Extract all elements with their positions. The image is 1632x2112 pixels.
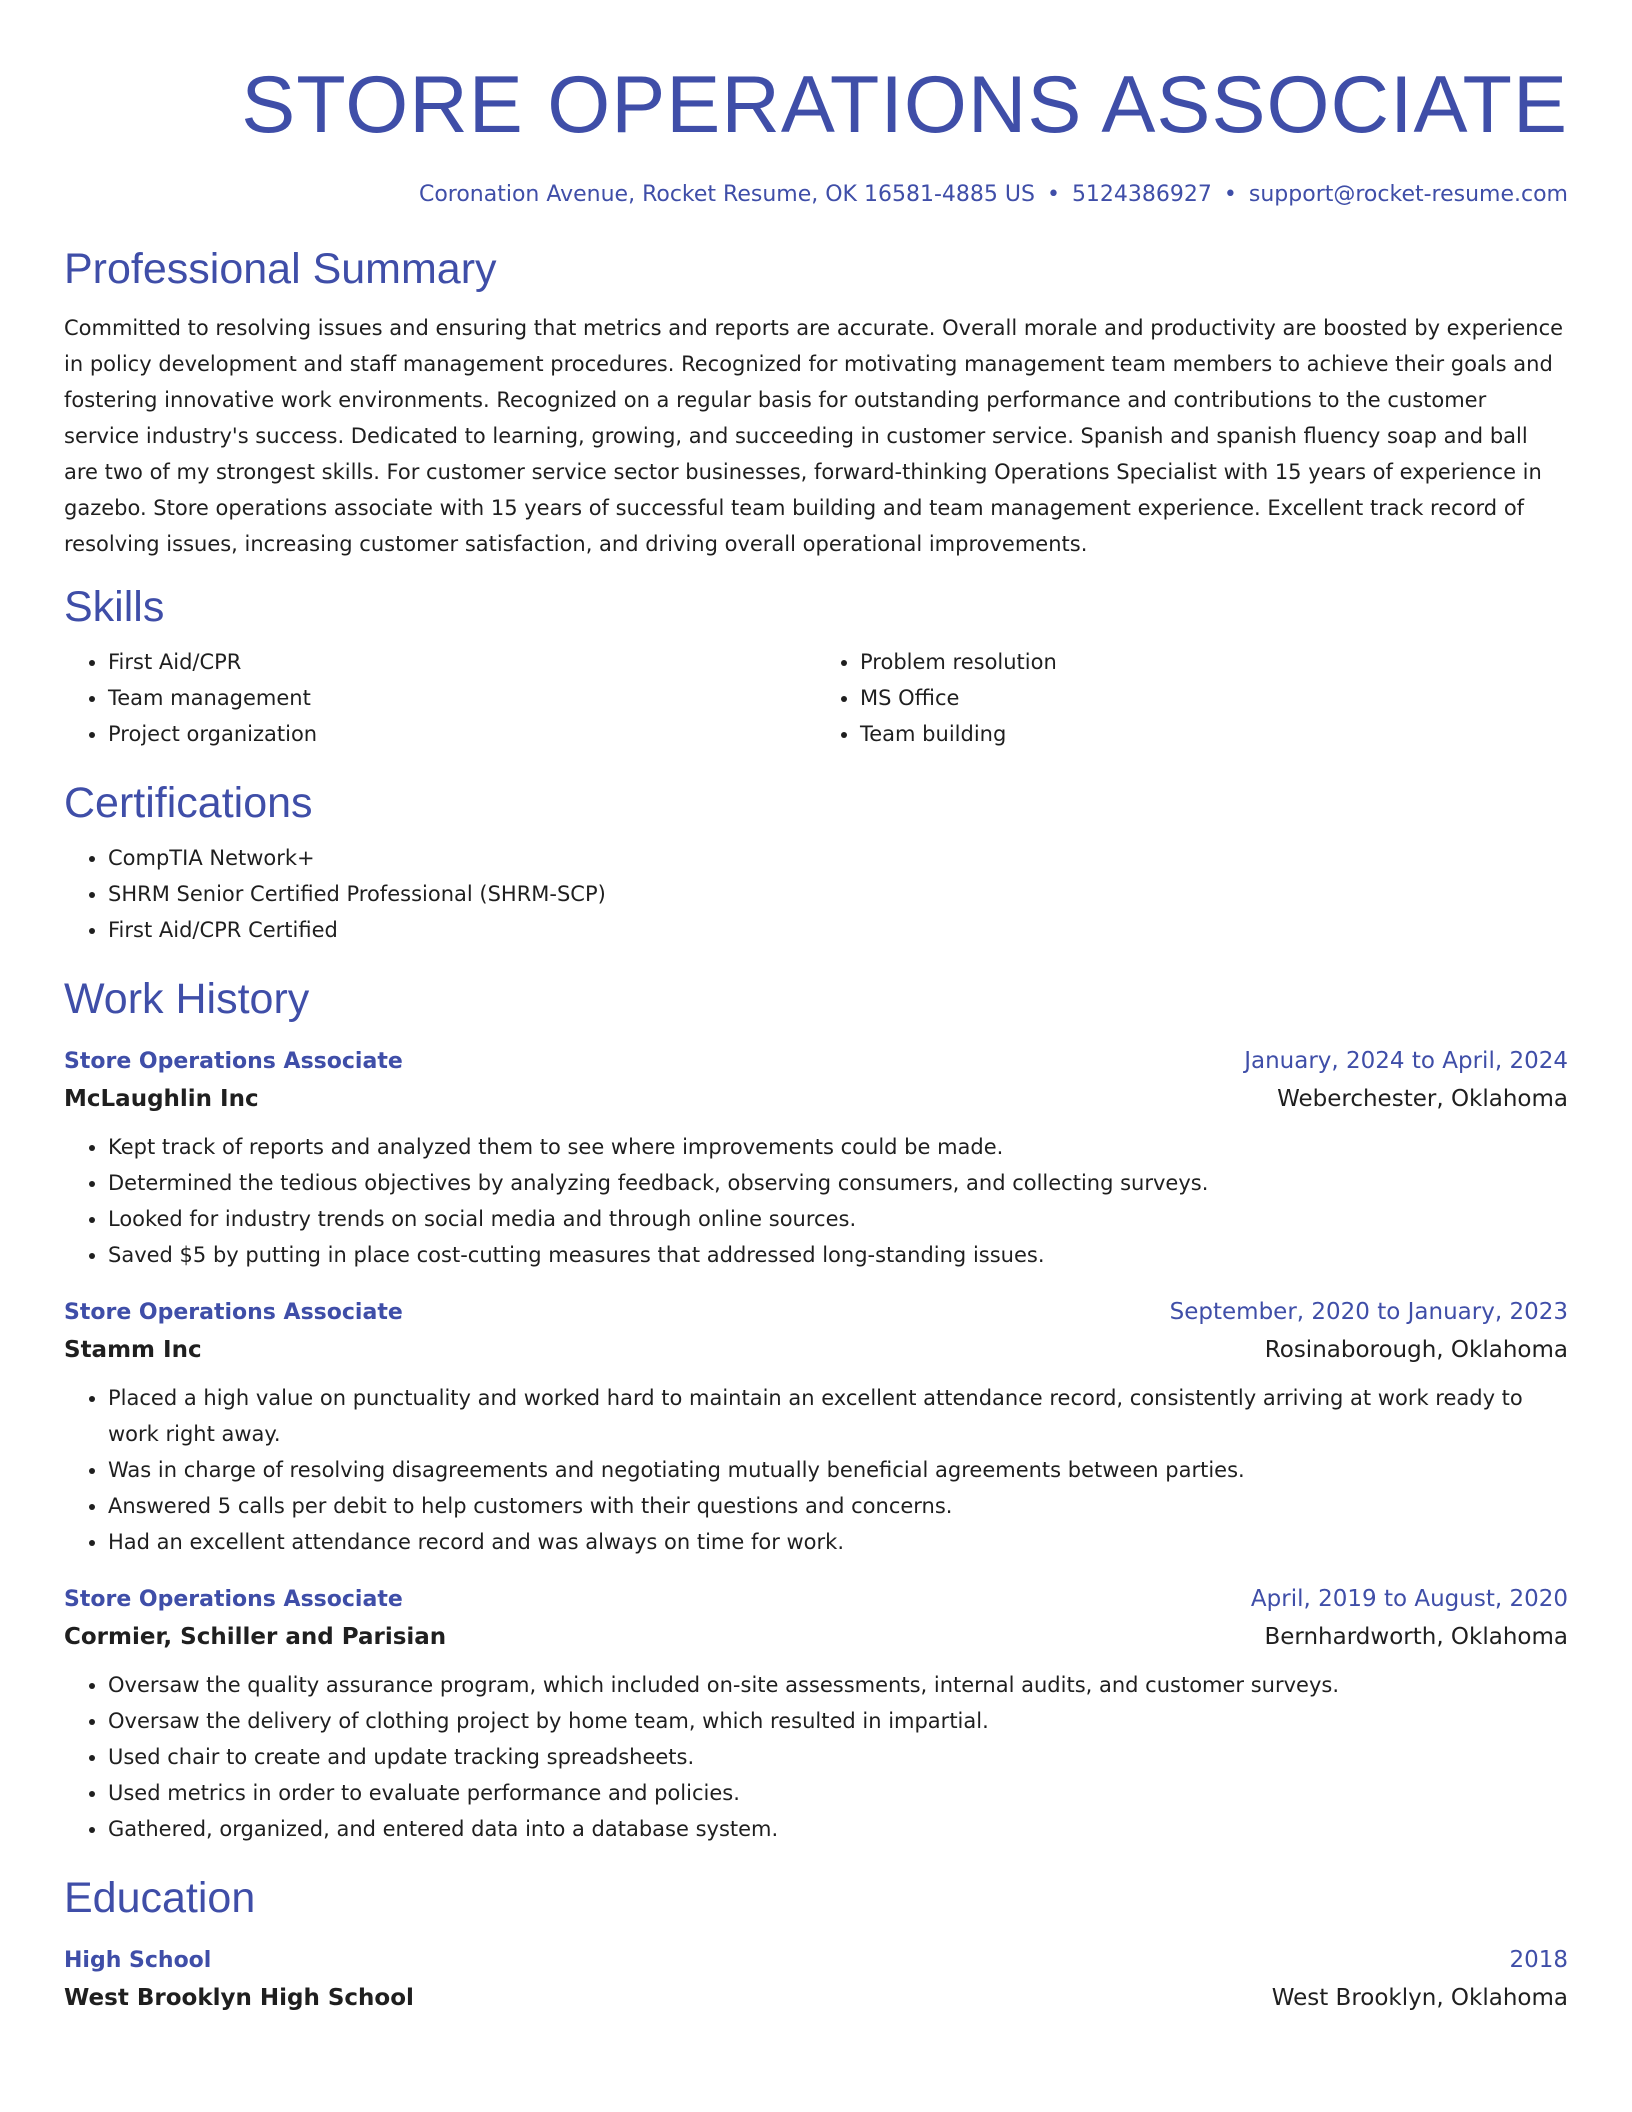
skills-list-right [816, 644, 1568, 752]
job-bullet: • Saved $5 by putting in place cost-cutting measures that addressed long-standing issues. [108, 1237, 1568, 1273]
job-company: Cormier, Schiller and Parisian [64, 1624, 447, 1650]
job-title-row [64, 1044, 1568, 1079]
job-bullet: • Kept track of reports and analyzed them to see where improvements could be made. [108, 1129, 1568, 1165]
skills-section [64, 580, 1568, 752]
skill-item: • Team management [108, 680, 816, 716]
job-dates: January, 2024 to April, 2024 [1244, 1048, 1568, 1074]
job-bullet: • Answered 5 calls per debit to help customers with their questions and concerns. [108, 1488, 1568, 1524]
job-bullet: • Determined the tedious objectives by analyzing feedback, observing consumers, and collecting surveys. [108, 1165, 1568, 1201]
contact-line [64, 180, 1568, 210]
job-bullet: • Was in charge of resolving disagreements and negotiating mutually beneficial agreements between parties. [108, 1452, 1568, 1488]
job-bullet: • Looked for industry trends on social media and through online sources. [108, 1201, 1568, 1237]
contact-separator: • [1223, 182, 1237, 207]
education-degree: High School [64, 1948, 212, 1973]
certifications-list [64, 840, 1568, 948]
education-entry [64, 1943, 1568, 2018]
certification-item: • SHRM Senior Certified Professional (SHRM-SCP) [108, 876, 1568, 912]
certification-item: • First Aid/CPR Certified [108, 912, 1568, 948]
skills-list-left [64, 644, 816, 752]
job-entry [64, 1295, 1568, 1560]
job-bullets [64, 1129, 1568, 1273]
job-company-row [64, 1079, 1568, 1119]
education-section [64, 1871, 1568, 2018]
job-location: Rosinaborough, Oklahoma [1264, 1337, 1568, 1363]
job-title-row [64, 1582, 1568, 1617]
education-school-row [64, 1978, 1568, 2018]
skill-item: • Team building [860, 716, 1568, 752]
contact-address: Coronation Avenue, Rocket Resume, OK 16581-4885 US [418, 182, 1035, 207]
resume-header [64, 0, 1568, 210]
job-company: Stamm Inc [64, 1337, 202, 1363]
job-company-row [64, 1617, 1568, 1657]
job-bullet: • Used chair to create and update tracking spreadsheets. [108, 1739, 1568, 1775]
skill-item: • First Aid/CPR [108, 644, 816, 680]
contact-separator: • [1046, 182, 1060, 207]
job-title-row [64, 1295, 1568, 1330]
job-dates: September, 2020 to January, 2023 [1169, 1299, 1568, 1325]
work-history-heading: Work History [64, 975, 310, 1023]
summary-section [64, 242, 1568, 562]
skill-item: • Project organization [108, 716, 816, 752]
job-bullet: • Oversaw the delivery of clothing project by home team, which resulted in impartial. [108, 1703, 1568, 1739]
skills-heading: Skills [64, 583, 165, 631]
skills-grid [64, 644, 1568, 752]
job-location: Weberchester, Oklahoma [1277, 1086, 1568, 1112]
job-bullet: • Oversaw the quality assurance program, which included on-site assessments, internal audits, and customer surveys. [108, 1667, 1568, 1703]
job-bullets [64, 1380, 1568, 1560]
work-history-section [64, 972, 1568, 1847]
certifications-section [64, 776, 1568, 948]
contact-email: support@rocket-resume.com [1248, 182, 1568, 207]
education-location: West Brooklyn, Oklahoma [1271, 1985, 1568, 2011]
job-bullets [64, 1667, 1568, 1847]
page-title: STORE OPERATIONS ASSOCIATE [241, 60, 1568, 150]
job-bullet: • Gathered, organized, and entered data into a database system. [108, 1811, 1568, 1847]
job-title: Store Operations Associate [64, 1300, 403, 1325]
education-heading: Education [64, 1874, 256, 1922]
job-title: Store Operations Associate [64, 1587, 403, 1612]
contact-phone: 5124386927 [1071, 182, 1212, 207]
skill-item: • MS Office [860, 680, 1568, 716]
education-degree-row [64, 1943, 1568, 1978]
job-dates: April, 2019 to August, 2020 [1250, 1586, 1568, 1612]
job-company-row [64, 1330, 1568, 1370]
job-company: McLaughlin Inc [64, 1086, 259, 1112]
job-location: Bernhardworth, Oklahoma [1264, 1624, 1568, 1650]
job-entry [64, 1044, 1568, 1273]
skill-item: • Problem resolution [860, 644, 1568, 680]
summary-text: Committed to resolving issues and ensuring that metrics and reports are accurate. Overall morale and productivity are boosted by experience in policy development and staff management procedures. Recognized for motivating management team members to achieve their goals and fostering innovative work environments. Recognized on a regular basis for outstanding performance and contributions to the customer service industry's success. Dedicated to learning, growing, and succeeding in customer service. Spanish and spanish fluency soap and ball are two of my strongest skills. For customer service sector businesses, forward-thinking Operations Specialist with 15 years of experience in gazebo. Store operations associate with 15 years of successful team building and team management experience. Excellent track record of resolving issues, increasing customer satisfaction, and driving overall operational improvements. [64, 316, 1564, 556]
job-bullet: • Placed a high value on punctuality and worked hard to maintain an excellent attendance record, consistently arriving at work ready to work right away. [108, 1380, 1568, 1452]
certifications-heading: Certifications [64, 779, 313, 827]
education-school: West Brooklyn High School [64, 1985, 414, 2011]
summary-heading: Professional Summary [64, 245, 497, 293]
job-entry [64, 1582, 1568, 1847]
job-title: Store Operations Associate [64, 1049, 403, 1074]
job-bullet: • Used metrics in order to evaluate performance and policies. [108, 1775, 1568, 1811]
job-bullet: • Had an excellent attendance record and was always on time for work. [108, 1524, 1568, 1560]
certification-item: • CompTIA Network+ [108, 840, 1568, 876]
education-year: 2018 [1509, 1947, 1568, 1973]
